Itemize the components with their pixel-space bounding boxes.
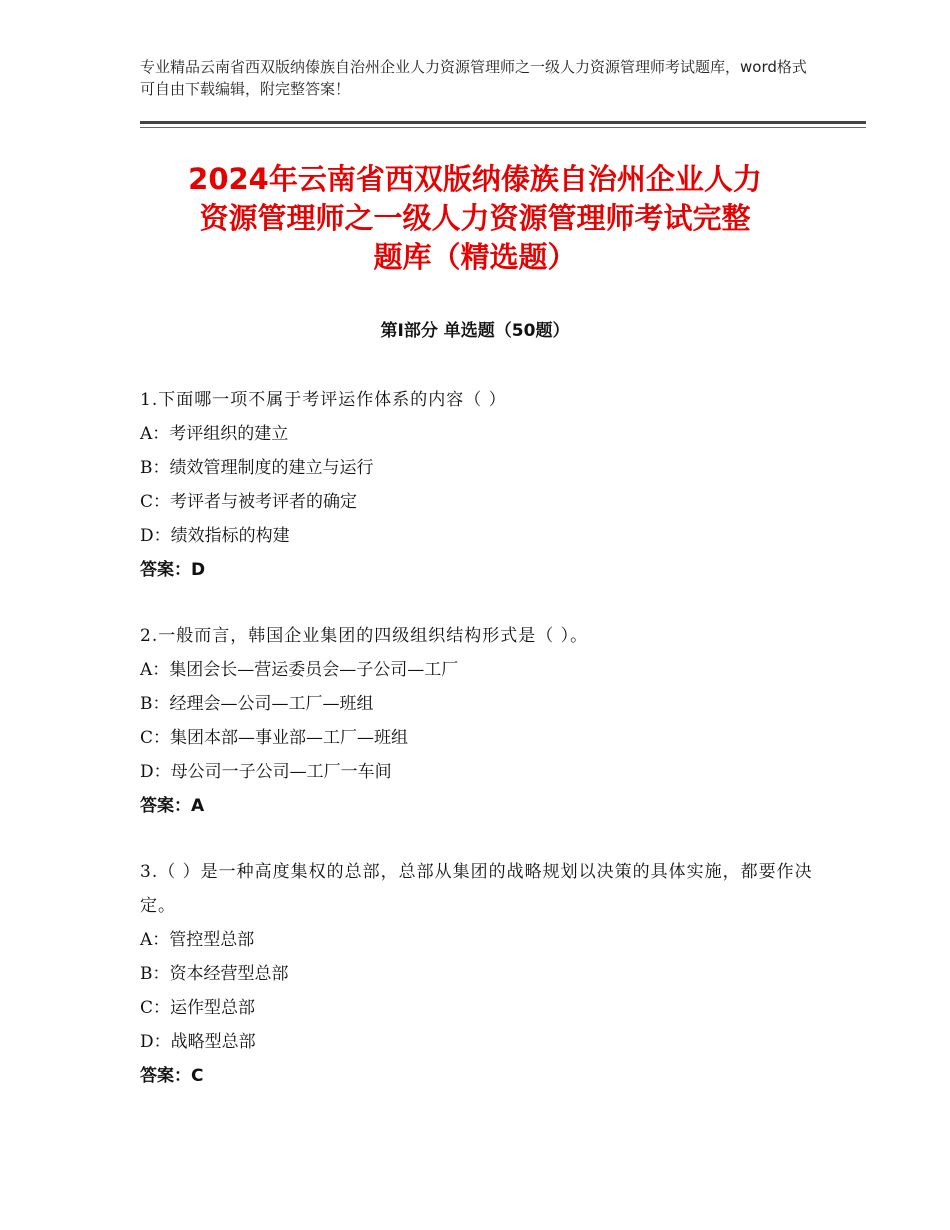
option-c: C：考评者与被考评者的确定 [140,492,358,512]
option-d: D：母公司一子公司—工厂一车间 [140,762,392,782]
option-c: C：运作型总部 [140,998,256,1018]
option-c: C：集团本部—事业部—工厂—班组 [140,728,409,748]
header-divider-thin [140,127,866,128]
title-line-2: 资源管理师之一级人力资源管理师考试完整 [199,201,751,235]
option-d: D：绩效指标的构建 [140,526,290,546]
question-3 [140,855,820,1093]
question-2 [140,619,820,823]
option-d: D：战略型总部 [140,1032,256,1052]
option-a: A：考评组织的建立 [140,424,289,444]
answer: 答案：D [140,560,206,580]
header-note: 专业精品云南省西双版纳傣族自治州企业人力资源管理师之一级人力资源管理师考试题库，word格式可自由下载编辑，附完整答案！ [140,58,807,98]
option-a: A：管控型总部 [140,930,255,950]
option-b: B：经理会—公司—工厂—班组 [140,694,374,714]
title-line-3: 题库（精选题） [373,240,577,274]
question-1 [140,383,820,587]
section-title: 第Ⅰ部分 单选题（50题） [380,321,570,341]
question-stem: 2.一般而言，韩国企业集团的四级组织结构形式是（ ）。 [140,626,589,646]
answer: 答案：C [140,1066,204,1086]
option-a: A：集团会长—营运委员会—子公司—工厂 [140,660,459,680]
question-list [140,383,820,1125]
option-b: B：资本经营型总部 [140,964,289,984]
question-stem: 3.（ ）是一种高度集权的总部，总部从集团的战略规划以决策的具体实施，都要作决定。 [140,862,813,916]
header-divider-thick [140,121,866,124]
question-stem: 1.下面哪一项不属于考评运作体系的内容（ ） [140,390,507,410]
answer: 答案：A [140,796,205,816]
option-b: B：绩效管理制度的建立与运行 [140,458,374,478]
title-line-1: 2024年云南省西双版纳傣族自治州企业人力 [188,162,762,196]
document-title [120,160,830,277]
